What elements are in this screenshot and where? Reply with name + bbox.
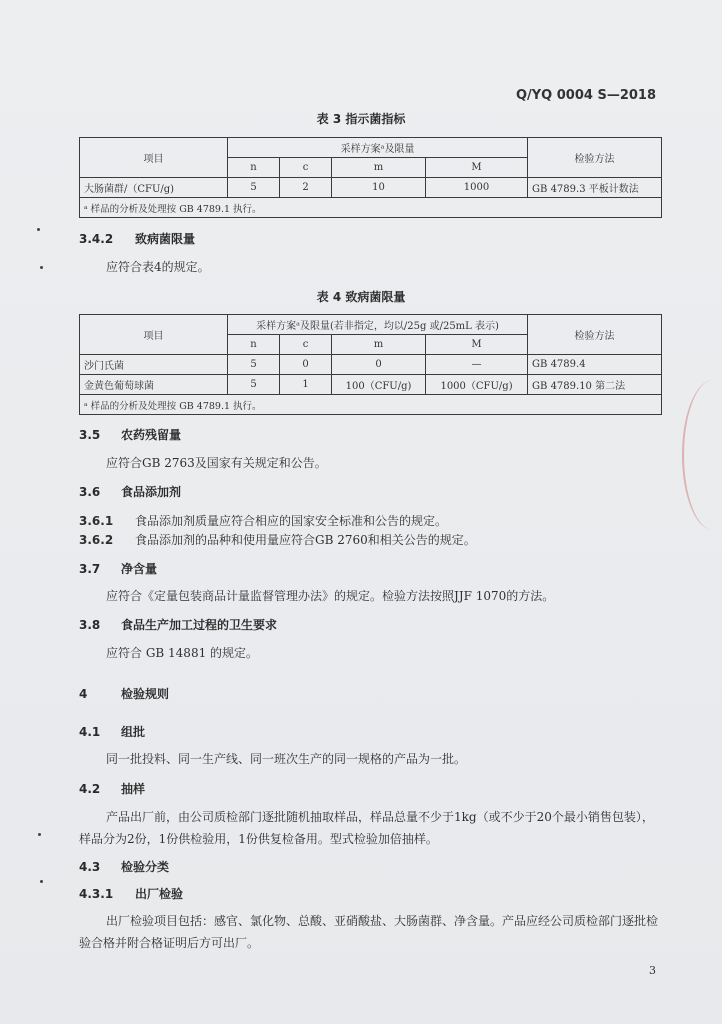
section-title: 致病菌限量 [135, 232, 196, 246]
table3-header-plan: 采样方案ᵃ及限量 [228, 138, 528, 158]
section-4-3-1-text: 出厂检验项目包括：感官、氯化物、总酸、亚硝酸盐、大肠菌群、净含量。产品应经公司质检部门逐批检验合格并附合格证明后方可出厂。 [79, 914, 659, 950]
table4-cell-M: 1000（CFU/g) [426, 375, 528, 395]
section-3-4-2-text: 应符合表4的规定。 [106, 260, 210, 274]
section-4-2-text: 产品出厂前，由公司质检部门逐批随机抽取样品，样品总量不少于1kg（或不少于20个最小销售包装），样品分为2份，1份供检验用，1份供复检备用。型式检验加倍抽样。 [79, 810, 654, 846]
table3 [79, 137, 662, 218]
section-number: 3.5 [79, 428, 101, 442]
table4-note: ᵃ 样品的分析及处理按 GB 4789.1 执行。 [80, 395, 662, 415]
table3-cell-c: 2 [280, 178, 332, 198]
section-title: 食品添加剂 [121, 485, 182, 499]
section-number: 4.2 [79, 782, 101, 796]
section-number: 3.6 [79, 485, 101, 499]
table3-header-item: 项目 [80, 138, 228, 178]
section-3-5-heading [79, 426, 181, 443]
section-text: 食品添加剂质量应符合相应的国家安全标准和公告的规定。 [135, 514, 448, 528]
table3-caption: 表 3 指示菌指标 [316, 112, 406, 126]
table-row [80, 178, 662, 198]
table3-cell-method: GB 4789.3 平板计数法 [528, 178, 662, 198]
table3-header-method: 检验方法 [528, 138, 662, 178]
table4-cell-M: — [426, 355, 528, 375]
section-number: 3.6.1 [79, 514, 114, 528]
section-3-8-text: 应符合 GB 14881 的规定。 [106, 646, 259, 660]
section-title: 农药残留量 [121, 428, 182, 442]
section-number: 3.8 [79, 618, 101, 632]
scan-speck [40, 880, 43, 883]
section-3-8-heading [79, 616, 277, 633]
table-row [80, 355, 662, 375]
section-number: 4.3 [79, 860, 101, 874]
section-number: 4.1 [79, 725, 101, 739]
table4-cell-c: 0 [280, 355, 332, 375]
section-number: 4 [79, 687, 88, 701]
section-3-5-text: 应符合GB 2763及国家有关规定和公告。 [106, 456, 327, 470]
table4-sub-M: M [426, 335, 528, 355]
table4-cell-c: 1 [280, 375, 332, 395]
section-4-1-text: 同一批投料、同一生产线、同一班次生产的同一规格的产品为一批。 [106, 752, 467, 766]
section-4-3-1-heading [79, 885, 183, 902]
table4-sub-m: m [332, 335, 426, 355]
section-4-heading [79, 685, 169, 702]
section-number: 3.6.2 [79, 533, 114, 547]
section-4-2-heading [79, 780, 145, 797]
section-number: 3.7 [79, 562, 101, 576]
table4-cell-m: 0 [332, 355, 426, 375]
section-3-7-heading [79, 560, 157, 577]
table4-header-method: 检验方法 [528, 315, 662, 355]
table3-sub-c: c [280, 158, 332, 178]
scan-speck [40, 266, 43, 269]
table3-cell-n: 5 [228, 178, 280, 198]
table4-cell-item: 金黄色葡萄球菌 [80, 375, 228, 395]
table3-cell-m: 10 [332, 178, 426, 198]
table3-note: ᵃ 样品的分析及处理按 GB 4789.1 执行。 [80, 198, 662, 218]
standard-code: Q/YQ 0004 S—2018 [515, 88, 656, 103]
section-3-7-text: 应符合《定量包装商品计量监督管理办法》的规定。检验方法按照JJF 1070的方法。 [106, 589, 555, 603]
section-number: 4.3.1 [79, 887, 114, 901]
section-title: 组批 [121, 725, 146, 739]
section-title: 检验分类 [121, 860, 170, 874]
table4-cell-method: GB 4789.4 [528, 355, 662, 375]
table4 [79, 314, 662, 415]
section-3-4-2-heading [79, 230, 195, 247]
section-4-3-heading [79, 858, 169, 875]
section-title: 出厂检验 [135, 887, 184, 901]
table3-cell-M: 1000 [426, 178, 528, 198]
table3-sub-n: n [228, 158, 280, 178]
section-number: 3.4.2 [79, 232, 114, 246]
table4-cell-n: 5 [228, 375, 280, 395]
table3-sub-m: m [332, 158, 426, 178]
scan-speck [38, 833, 41, 836]
section-title: 抽样 [121, 782, 146, 796]
table4-header-plan: 采样方案ᵃ及限量(若非指定，均以/25g 或/25mL 表示) [228, 315, 528, 335]
section-3-6-2 [79, 531, 476, 548]
section-title: 检验规则 [121, 687, 170, 701]
stamp-edge [682, 380, 722, 530]
section-3-6-heading [79, 483, 181, 500]
section-text: 食品添加剂的品种和使用量应符合GB 2760和相关公告的规定。 [135, 533, 476, 547]
table4-sub-n: n [228, 335, 280, 355]
table4-caption: 表 4 致病菌限量 [316, 290, 406, 304]
table4-cell-n: 5 [228, 355, 280, 375]
table-row [80, 375, 662, 395]
table4-sub-c: c [280, 335, 332, 355]
section-3-6-1 [79, 512, 447, 529]
table3-sub-M: M [426, 158, 528, 178]
page-number: 3 [649, 964, 656, 977]
table4-cell-item: 沙门氏菌 [80, 355, 228, 375]
table4-header-item: 项目 [80, 315, 228, 355]
table4-cell-m: 100（CFU/g) [332, 375, 426, 395]
section-4-1-heading [79, 723, 145, 740]
scan-speck [37, 228, 40, 231]
table3-cell-item: 大肠菌群/（CFU/g) [80, 178, 228, 198]
table4-cell-method: GB 4789.10 第二法 [528, 375, 662, 395]
section-title: 净含量 [121, 562, 158, 576]
section-title: 食品生产加工过程的卫生要求 [121, 618, 278, 632]
